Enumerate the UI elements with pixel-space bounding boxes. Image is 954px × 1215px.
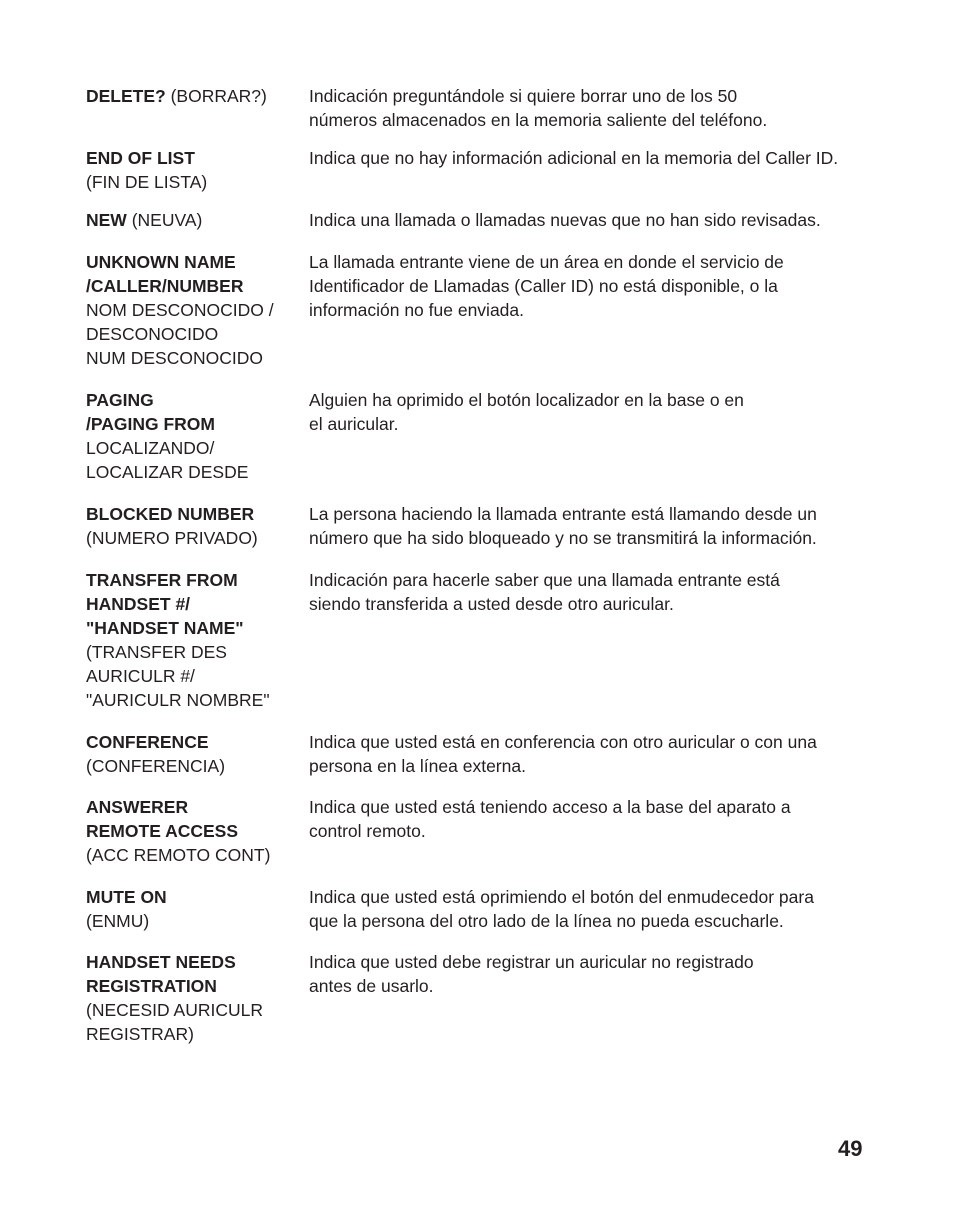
term-line <box>86 616 309 640</box>
term-label: TRANSFER FROM <box>86 570 238 590</box>
term-label: PAGING <box>86 390 154 410</box>
definition-entry <box>86 84 876 132</box>
definition-entry <box>86 146 876 194</box>
term-translation: (TRANSFER DES <box>86 642 227 662</box>
term-line <box>86 909 309 933</box>
description-line: Indica una llamada o llamadas nuevas que no han sido revisadas. <box>309 210 821 230</box>
term-label: MUTE ON <box>86 887 167 907</box>
term-line <box>86 640 309 664</box>
entry-description <box>309 502 876 550</box>
term-line <box>86 730 309 754</box>
description-line: control remoto. <box>309 821 426 841</box>
term-label: ANSWERER <box>86 797 189 817</box>
description-line: La llamada entrante viene de un área en donde el servicio de <box>309 252 784 272</box>
description-line: el auricular. <box>309 414 399 434</box>
term-translation: (FIN DE LISTA) <box>86 172 208 192</box>
definition-entry <box>86 208 876 232</box>
entry-term <box>86 885 309 933</box>
term-label: BLOCKED NUMBER <box>86 504 255 524</box>
entry-term <box>86 795 309 867</box>
term-line <box>86 460 309 484</box>
term-translation: "AURICULR NOMBRE" <box>86 690 270 710</box>
term-label: DELETE? <box>86 86 166 106</box>
entry-term <box>86 146 309 194</box>
description-line: persona en la línea externa. <box>309 756 526 776</box>
term-translation: AURICULR #/ <box>86 666 195 686</box>
term-translation: (NEUVA) <box>126 210 203 230</box>
term-line <box>86 1022 309 1046</box>
term-line <box>86 664 309 688</box>
description-line: número que ha sido bloqueado y no se transmitirá la información. <box>309 528 817 548</box>
term-translation: (BORRAR?) <box>165 86 267 106</box>
description-line: La persona haciendo la llamada entrante está llamando desde un <box>309 504 817 524</box>
term-line <box>86 819 309 843</box>
term-translation: (NUMERO PRIVADO) <box>86 528 258 548</box>
term-label: UNKNOWN NAME <box>86 252 236 272</box>
term-translation: (CONFERENCIA) <box>86 756 226 776</box>
term-label: /CALLER/NUMBER <box>86 276 244 296</box>
entry-description <box>309 568 876 616</box>
term-translation: LOCALIZANDO/ <box>86 438 215 458</box>
definition-entry <box>86 885 876 933</box>
entry-description <box>309 730 876 778</box>
term-line <box>86 998 309 1022</box>
description-line: Indica que usted está teniendo acceso a la base del aparato a <box>309 797 791 817</box>
term-line <box>86 592 309 616</box>
term-line <box>86 568 309 592</box>
entry-description <box>309 250 876 322</box>
term-line <box>86 388 309 412</box>
description-line: Identificador de Llamadas (Caller ID) no está disponible, o la <box>309 276 778 296</box>
entry-term <box>86 250 309 370</box>
term-translation: REGISTRAR) <box>86 1024 194 1044</box>
description-line: que la persona del otro lado de la línea no pueda escucharle. <box>309 911 784 931</box>
term-translation: LOCALIZAR DESDE <box>86 462 249 482</box>
term-line <box>86 950 309 974</box>
entry-term <box>86 84 309 108</box>
term-translation: NOM DESCONOCIDO / <box>86 300 274 320</box>
term-line <box>86 84 309 108</box>
term-label: HANDSET #/ <box>86 594 191 614</box>
definition-entry <box>86 502 876 550</box>
term-line <box>86 754 309 778</box>
term-line <box>86 974 309 998</box>
term-label: REMOTE ACCESS <box>86 821 239 841</box>
description-line: números almacenados en la memoria saliente del teléfono. <box>309 110 768 130</box>
description-line: Indicación preguntándole si quiere borrar uno de los 50 <box>309 86 738 106</box>
definition-entry <box>86 795 876 867</box>
term-label: /PAGING FROM <box>86 414 215 434</box>
term-line <box>86 688 309 712</box>
entry-term <box>86 950 309 1046</box>
entry-description <box>309 885 876 933</box>
entry-description <box>309 146 876 170</box>
entry-term <box>86 568 309 712</box>
term-label: "HANDSET NAME" <box>86 618 244 638</box>
term-line <box>86 885 309 909</box>
term-translation: NUM DESCONOCIDO <box>86 348 263 368</box>
term-line <box>86 250 309 274</box>
description-line: información no fue enviada. <box>309 300 524 320</box>
term-line <box>86 146 309 170</box>
entry-term <box>86 388 309 484</box>
entry-description <box>309 950 876 998</box>
term-line <box>86 795 309 819</box>
term-translation: (ENMU) <box>86 911 150 931</box>
term-line <box>86 502 309 526</box>
term-line <box>86 170 309 194</box>
definition-entry <box>86 388 876 484</box>
entry-description <box>309 84 876 132</box>
term-line <box>86 274 309 298</box>
description-line: Alguien ha oprimido el botón localizador en la base o en <box>309 390 744 410</box>
term-line <box>86 298 309 322</box>
term-translation: (ACC REMOTO CONT) <box>86 845 271 865</box>
term-line <box>86 412 309 436</box>
definition-list <box>86 84 876 1046</box>
term-label: HANDSET NEEDS <box>86 952 236 972</box>
description-line: Indica que usted está oprimiendo el botón del enmudecedor para <box>309 887 814 907</box>
entry-term <box>86 208 309 232</box>
description-line: Indica que usted debe registrar un auricular no registrado <box>309 952 754 972</box>
term-translation: (NECESID AURICULR <box>86 1000 263 1020</box>
entry-description <box>309 795 876 843</box>
description-line: Indica que usted está en conferencia con otro auricular o con una <box>309 732 817 752</box>
definition-entry <box>86 250 876 370</box>
entry-term <box>86 502 309 550</box>
entry-description <box>309 388 876 436</box>
definition-entry <box>86 730 876 778</box>
term-label: NEW <box>86 210 127 230</box>
term-line <box>86 526 309 550</box>
term-line <box>86 208 309 232</box>
entry-description <box>309 208 876 232</box>
term-label: END OF LIST <box>86 148 195 168</box>
term-line <box>86 843 309 867</box>
definition-entry <box>86 950 876 1046</box>
description-line: Indicación para hacerle saber que una llamada entrante está <box>309 570 780 590</box>
page-number: 49 <box>838 1136 863 1161</box>
term-label: REGISTRATION <box>86 976 217 996</box>
term-line <box>86 322 309 346</box>
term-label: CONFERENCE <box>86 732 209 752</box>
definition-entry <box>86 568 876 712</box>
entry-term <box>86 730 309 778</box>
description-line: Indica que no hay información adicional en la memoria del Caller ID. <box>309 148 839 168</box>
description-line: antes de usarlo. <box>309 976 434 996</box>
term-line <box>86 346 309 370</box>
description-line: siendo transferida a usted desde otro auricular. <box>309 594 674 614</box>
term-translation: DESCONOCIDO <box>86 324 219 344</box>
term-line <box>86 436 309 460</box>
